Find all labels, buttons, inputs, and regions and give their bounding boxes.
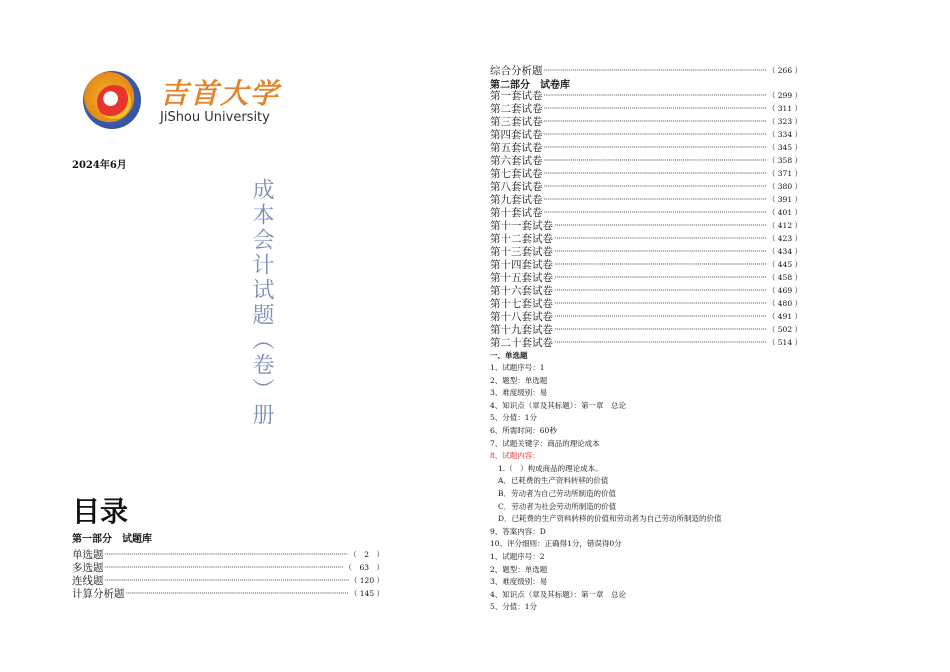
toc-entry-page: （ 145 ）	[349, 589, 384, 598]
toc-leader-dots	[554, 221, 767, 230]
logo-english-name: JiShou University	[160, 110, 270, 125]
toc-entry-label: 第九套试卷	[490, 194, 543, 206]
toc-entry-page: （ 120 ）	[349, 576, 384, 585]
detail-line: 10、评分细则：正确得1分，错误得0分	[490, 539, 622, 549]
detail-line: 6、所需时间：60秒	[490, 426, 557, 435]
logo-emblem-icon	[83, 71, 141, 129]
toc-leader-dots	[126, 589, 349, 598]
toc-entry-label: 第十套试卷	[490, 207, 543, 219]
toc-entry-page: （ 423 ）	[767, 234, 802, 243]
toc-entry[interactable]	[72, 561, 384, 574]
toc-leader-dots	[554, 247, 767, 256]
toc-entry-label: 第十七套试卷	[490, 298, 553, 310]
toc-entry-page: （ 434 ）	[767, 247, 802, 256]
toc-leader-dots	[554, 286, 767, 295]
toc-heading: 目录	[72, 495, 129, 528]
toc-entry-label: 单选题	[72, 549, 104, 561]
publication-date: 2024年6月	[72, 160, 127, 171]
toc-entry-page: （ 2 ）	[349, 550, 384, 559]
toc-leader-dots	[544, 156, 767, 165]
detail-line: 2、题型：单选题	[490, 564, 548, 574]
toc-leader-dots	[554, 273, 767, 282]
document-title: 成本会计试题（卷）册	[249, 178, 274, 428]
toc-leader-dots	[544, 143, 767, 152]
toc-entry-page: （ 502 ）	[767, 325, 802, 334]
toc-leader-dots	[544, 117, 767, 126]
toc-entry-label: 多选题	[72, 562, 104, 574]
toc-entry-label: 第一套试卷	[490, 90, 543, 102]
detail-line: 3、难度级别：易	[490, 577, 548, 587]
toc-leader-dots	[554, 338, 767, 347]
detail-line: 8、试题内容：	[490, 451, 540, 461]
toc-entry[interactable]	[490, 336, 802, 349]
toc-entry-page: （ 323 ）	[767, 117, 802, 126]
toc-entry-label: 连线题	[72, 575, 104, 587]
toc-leader-dots	[544, 104, 767, 113]
toc-entry-label: 第六套试卷	[490, 155, 543, 167]
toc-entry[interactable]	[72, 548, 384, 561]
toc-leader-dots	[544, 182, 767, 191]
toc-entry-page: （ 469 ）	[767, 286, 802, 295]
toc-entry-page: （ 358 ）	[767, 156, 802, 165]
toc-entry-label: 计算分析题	[72, 588, 125, 600]
detail-line: 5、分值：1分	[490, 602, 538, 612]
university-logo	[80, 68, 280, 132]
toc-entry-label: 第八套试卷	[490, 181, 543, 193]
toc-entry-page: （ 334 ）	[767, 130, 802, 139]
detail-line: B．劳动者为自己劳动所制造的价值	[498, 489, 617, 498]
toc-entry-page: （ 458 ）	[767, 273, 802, 282]
detail-line: 1、试题序号：1	[490, 363, 545, 372]
toc-leader-dots	[554, 312, 767, 321]
toc-leader-dots	[105, 576, 349, 585]
detail-line: 2、题型：单选题	[490, 375, 548, 385]
toc-entry-page: （ 380 ）	[767, 182, 802, 191]
toc-leader-dots	[544, 91, 767, 100]
toc-leader-dots	[544, 169, 767, 178]
toc-entry-page: （ 266 ）	[767, 66, 802, 75]
detail-line: 1.（ ）构成商品的理论成本。	[498, 463, 603, 473]
toc-leader-dots	[544, 195, 767, 204]
toc-entry-page: （ 491 ）	[767, 312, 802, 321]
toc-leader-dots	[554, 325, 767, 334]
toc-entry-page: （ 514 ）	[767, 338, 802, 347]
toc-leader-dots	[554, 260, 767, 269]
toc-entry-label: 综合分析题	[490, 65, 543, 77]
toc-leader-dots	[554, 299, 767, 308]
detail-line: 9、答案内容：D	[490, 526, 546, 536]
detail-line: 1、试题序号：2	[490, 552, 545, 561]
toc-entry-label: 第十八套试卷	[490, 311, 553, 323]
toc-leader-dots	[544, 208, 767, 217]
toc-entry-page: （ 480 ）	[767, 299, 802, 308]
toc-entry-label: 第四套试卷	[490, 129, 543, 141]
toc-entry-label: 第二十套试卷	[490, 337, 553, 349]
detail-line: A．已耗费的生产资料转移的价值	[498, 476, 609, 486]
toc-leader-dots	[105, 550, 349, 559]
detail-line: 5、分值：1分	[490, 413, 538, 423]
toc-entry-label: 第十三套试卷	[490, 246, 553, 258]
toc-entry-label: 第五套试卷	[490, 142, 543, 154]
toc-leader-dots	[544, 130, 767, 139]
detail-line: D．已耗费的生产资料转移的价值和劳动者为自己劳动所制造的价值	[498, 514, 722, 524]
detail-line: 7、试题关键字：商品的理论成本	[490, 438, 600, 448]
toc-entry-label: 第十六套试卷	[490, 285, 553, 297]
toc-entry-label: 第十二套试卷	[490, 233, 553, 245]
toc-leader-dots	[105, 563, 344, 572]
toc-entry-page: （ 299 ）	[767, 91, 802, 100]
toc-entry-page: （ 445 ）	[767, 260, 802, 269]
detail-line: 4、知识点（章及其标题）：第一章 总论	[490, 589, 627, 599]
toc-part2-heading: 第二部分 试卷库	[490, 80, 570, 91]
detail-line: 3、难度级别：易	[490, 388, 548, 398]
toc-leader-dots	[554, 234, 767, 243]
toc-entry-label: 第三套试卷	[490, 116, 543, 128]
toc-entry-label: 第二套试卷	[490, 103, 543, 115]
toc-entry-page: （ 391 ）	[767, 195, 802, 204]
toc-entry-label: 第十九套试卷	[490, 324, 553, 336]
toc-entry[interactable]	[72, 587, 384, 600]
toc-entry-label: 第十五套试卷	[490, 272, 553, 284]
toc-entry-page: （ 371 ）	[767, 169, 802, 178]
section-heading: 一、单选题	[490, 351, 528, 360]
toc-leader-dots	[544, 66, 767, 75]
toc-entry-label: 第十四套试卷	[490, 259, 553, 271]
toc-entry-label: 第十一套试卷	[490, 220, 553, 232]
detail-line: C．劳动者为社会劳动所制造的价值	[498, 501, 617, 511]
logo-chinese-name: 吉首大学	[160, 77, 281, 110]
toc-entry-label: 第七套试卷	[490, 168, 543, 180]
toc-entry-page: （ 311 ）	[767, 104, 802, 113]
toc-entry-page: （ 63 ）	[344, 563, 384, 572]
toc-part1-heading: 第一部分 试题库	[72, 534, 152, 545]
toc-entry-page: （ 401 ）	[767, 208, 802, 217]
toc-entry-page: （ 412 ）	[767, 221, 802, 230]
toc-entry-page: （ 345 ）	[767, 143, 802, 152]
detail-line: 4、知识点（章及其标题）：第一章 总论	[490, 400, 627, 410]
